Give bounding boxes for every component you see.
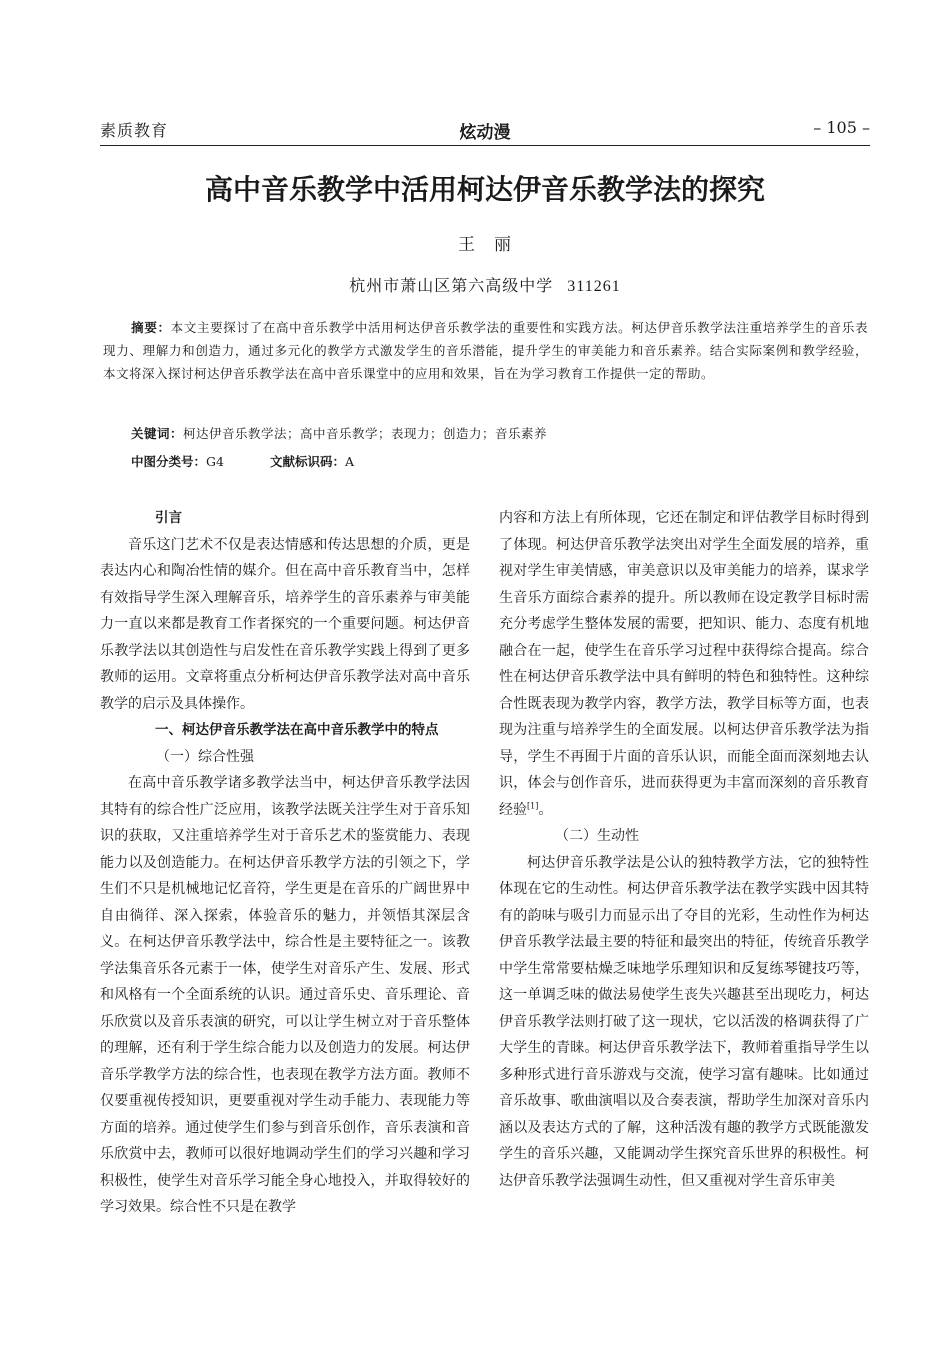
postcode: 311261 (567, 278, 621, 295)
abstract-text: 本文主要探讨了在高中音乐教学中活用柯达伊音乐教学法的重要性和实践方法。柯达伊音乐教学法注重培养学生的音乐表现力、理解力和创造力，通过多元化的教学方式激发学生的音乐潜能，提升学生的审美能力和音乐素养。结合实际案例和教学经验，本文将深入探讨柯达伊音乐教学法在高中音乐课堂中的应用和效果，旨在为学习教育工作提供一定的帮助。 (103, 320, 868, 381)
right-column (499, 505, 869, 1194)
keywords-text: 柯达伊音乐教学法；高中音乐教学；表现力；创造力；音乐素养 (183, 426, 548, 441)
intro-paragraph: 音乐这门艺术不仅是表达情感和传达思想的介质，更是表达内心和陶冶性情的媒介。但在高中音乐教育当中，怎样有效指导学生深入理解音乐，培养学生的音乐素养与审美能力一直以来都是教育工作者探究的一个重要问题。柯达伊音乐教学法以其创造性与启发性在音乐教学实践上得到了更多教师的运用。文章将重点分析柯达伊音乐教学法对高中音乐教学的启示及具体操作。 (100, 536, 470, 712)
continuation-text: 内容和方法上有所体现，它还在制定和评估教学目标时得到了体现。柯达伊音乐教学法突出对学生全面发展的培养，重视对学生审美情感，审美意识以及审美能力的培养，谋求学生音乐方面综合素养的提升。所以教师在设定教学目标时需充分考虑学生整体发展的需要，把知识、能力、态度有机地融合在一起，使学生在音乐学习过程中获得综合提高。综合性在柯达伊音乐教学法中具有鲜明的特色和独特性。这种综合性既表现为教学内容，教学方法，教学目标等方面，也表现为注重与培养学生的全面发展。以柯达伊音乐教学法为指导，学生不再囿于片面的音乐认识，而能全面而深刻地去认识，体会与创作音乐，进而获得更为丰富而深刻的音乐教育经验 (499, 510, 869, 818)
citation-ref: [1] (527, 800, 539, 810)
subsection-2-heading: （二）生动性 (555, 828, 639, 844)
journal-section: 素质教育 (100, 121, 169, 140)
running-header (100, 118, 870, 142)
page-number: – 105 – (813, 118, 870, 137)
abstract-label: 摘要： (131, 320, 171, 335)
keywords-label: 关键词： (131, 426, 184, 441)
affiliation (100, 273, 870, 296)
intro-heading: 引言 (155, 510, 182, 526)
doc-code-label: 文献标识码： (269, 454, 345, 469)
subsection-1-paragraph: 在高中音乐教学诸多教学法当中，柯达伊音乐教学法因其特有的综合性广泛应用，该教学法既关注学生对于音乐知识的获取，又注重培养学生对于音乐艺术的鉴赏能力、表现能力以及创造能力。在柯达伊音乐教学方法的引领之下，学生们不只是机械地记忆音符，学生更是在音乐的广阔世界中自由徜徉、深入探索，体验音乐的魅力，并领悟其深层含义。在柯达伊音乐教学法中，综合性是主要特征之一。该教学法集音乐各元素于一体，使学生对音乐产生、发展、形式和风格有一个全面系统的认识。通过音乐史、音乐理论、音乐欣赏以及音乐表演的研究，可以让学生树立对于音乐整体的理解，还有利于学生综合能力以及创造力的发展。柯达伊音乐学教学方法的综合性，也表现在教学方法方面。教师不仅要重视传授知识，更要重视对学生动手能力、表现能力等方面的培养。通过使学生们参与到音乐创作，音乐表演和音乐欣赏中去，教师可以很好地调动学生们的学习兴趣和学习积极性，使学生对音乐学习能全身心地投入，并取得较好的学习效果。综合性不只是在教学 (100, 775, 470, 1215)
classification (131, 452, 868, 470)
continuation-end: 。 (538, 801, 553, 818)
subsection-2-paragraph: 柯达伊音乐教学法是公认的独特教学方法，它的独特性体现在它的生动性。柯达伊音乐教学法在教学实践中因其特有的韵味与吸引力而显示出了夺目的光彩，生动性作为柯达伊音乐教学法最主要的特征和最突出的特征，传统音乐教学中学生常常要枯燥乏味地学乐理知识和反复练琴键技巧等，这一单调乏味的做法易使学生丧失兴趣甚至出现吃力，柯达伊音乐教学法则打破了这一现状，它以活泼的格调获得了广大学生的青睐。柯达伊音乐教学法下，教师着重指导学生以多种形式进行音乐游戏与交流，使学习富有趣味。比如通过音乐故事、歌曲演唱以及合奏表演，帮助学生加深对音乐内涵以及表达方式的了解，这种活泼有趣的教学方式既能激发学生的音乐兴趣，又能调动学生探究音乐世界的积极性。柯达伊音乐教学法强调生动性，但又重视对学生音乐审美 (499, 854, 869, 1189)
author-name: 王 丽 (458, 235, 512, 255)
continuation-paragraph (499, 505, 869, 823)
article-title: 高中音乐教学中活用柯达伊音乐教学法的探究 (204, 173, 765, 206)
abstract (103, 316, 868, 385)
doc-code-value: A (344, 454, 355, 469)
journal-name: 炫动漫 (459, 123, 511, 143)
header-rule (100, 145, 870, 146)
subsection-1-heading: （一）综合性强 (156, 748, 254, 765)
clc-label: 中图分类号： (131, 454, 207, 469)
left-column (100, 505, 470, 1221)
clc-value: G4 (206, 454, 224, 469)
section-1-heading: 一、柯达伊音乐教学法在高中音乐教学中的特点 (155, 722, 439, 738)
affiliation-name: 杭州市萧山区第六高级中学 (349, 276, 554, 295)
keywords (131, 424, 868, 442)
